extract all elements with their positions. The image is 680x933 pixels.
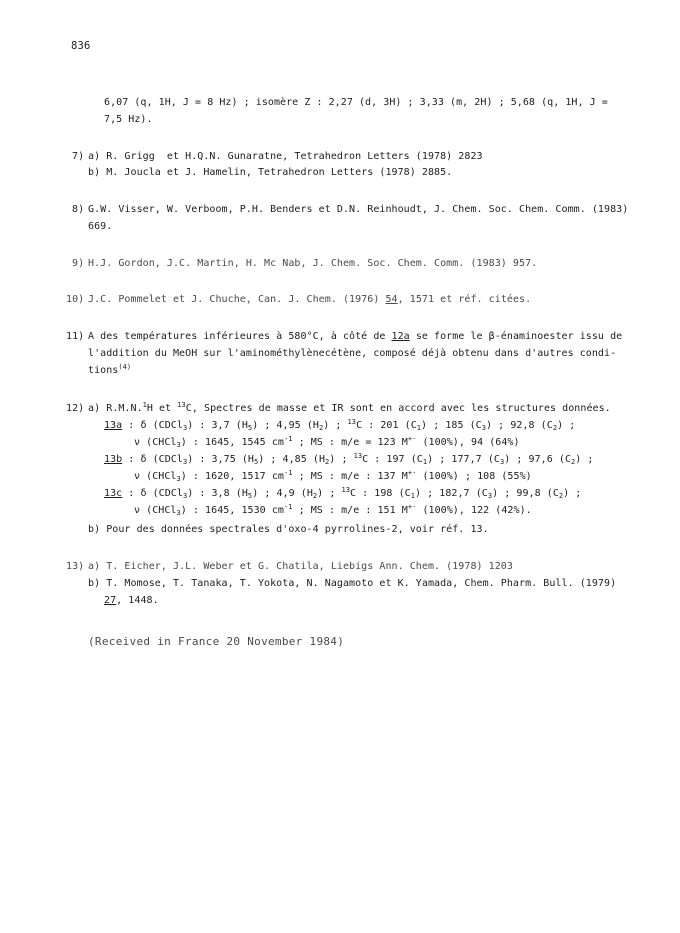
t: ) : 3,7 (H	[187, 420, 248, 431]
ref-13b-line-1: b) T. Momose, T. Tanaka, T. Yokota, N. Nagamoto et K. Yamada, Chem. Pharm. Bull. (1979)	[88, 578, 617, 589]
s: 13	[347, 418, 357, 426]
ref-11-citation: (4)	[118, 363, 132, 371]
s: +·	[407, 469, 417, 477]
s: 5	[247, 424, 253, 432]
t: C : 198 (C	[350, 488, 411, 499]
s: -1	[283, 435, 293, 443]
s: 2	[318, 424, 324, 432]
t: ) ; 182,7 (C	[414, 488, 488, 499]
ref-13b-pages: , 1448.	[116, 595, 159, 606]
t: ) ;	[563, 488, 582, 499]
t: ; MS : m/e : 151 M	[292, 505, 408, 516]
note-continuation-line-1: 6,07 (q, 1H, J = 8 Hz) ; isomère Z : 2,27 (d, 3H) ; 3,33 (m, 2H) ; 5,68 (q, 1H, J =	[104, 97, 608, 108]
t: : δ (CDCl	[128, 488, 183, 499]
t: ) ; 177,7 (C	[427, 454, 500, 465]
ref-10-number: 10)	[66, 294, 85, 305]
ref-12a-text-2: H et	[146, 403, 178, 414]
t: ) : 3,75 (H	[187, 454, 254, 465]
ref-7b: b) M. Joucla et J. Hamelin, Tetrahedron Letters (1978) 2885.	[88, 167, 453, 178]
s: 1	[422, 458, 428, 466]
t: ) ; 4,95 (H	[252, 420, 319, 431]
t: ) ; 99,8 (C	[492, 488, 559, 499]
s: 3	[182, 458, 188, 466]
t: ) : 1645, 1545 cm	[180, 437, 284, 448]
t: ) ; 4,85 (H	[258, 454, 326, 465]
ref-12b: b) Pour des données spectrales d'oxo-4 pyrrolines-2, voir réf. 13.	[88, 524, 489, 535]
t: ) ;	[317, 488, 342, 499]
t: ν (CHCl	[134, 437, 177, 448]
ref-7a: a) R. Grigg et H.Q.N. Gunaratne, Tetrahedron Letters (1978) 2823	[88, 151, 483, 162]
t: (100%) ; 108 (55%)	[416, 471, 532, 482]
s: 3	[176, 475, 181, 483]
ref-12a-sup-2: 13	[177, 401, 186, 409]
ref-10-text: J.C. Pommelet et J. Chuche, Can. J. Chem. (1976)	[88, 294, 386, 305]
s: +·	[407, 503, 417, 511]
t: ) ;	[557, 420, 576, 431]
s: 2	[558, 492, 564, 500]
ref-10-pages: , 1571 et réf. citées.	[397, 294, 532, 305]
t: ) : 3,8 (H	[187, 488, 248, 499]
t: ) : 1645, 1530 cm	[180, 505, 284, 516]
ref-11-text-b: se forme le β-énaminoester issu de	[409, 331, 623, 342]
s: 2	[325, 458, 330, 466]
s: 13	[341, 486, 350, 494]
received-note: (Received in France 20 November 1984)	[88, 635, 345, 648]
compound-13c-nmr	[104, 487, 581, 501]
t: ) ; 97,6 (C	[504, 454, 572, 465]
ref-10-line-1	[88, 293, 531, 307]
ref-11-number: 11)	[66, 331, 85, 342]
s: 2	[552, 424, 558, 432]
s: 3	[182, 424, 188, 432]
t: ; MS : m/e = 123 M	[292, 437, 408, 448]
ref-11-text-c: tions	[88, 365, 119, 376]
s: 3	[176, 509, 181, 517]
ref-8-line-2: 669.	[88, 221, 113, 232]
t: C : 201 (C	[356, 420, 417, 431]
s: 1	[416, 424, 422, 432]
ref-13-number: 13)	[66, 561, 85, 572]
s: 3	[182, 492, 188, 500]
ref-12-number: 12)	[66, 403, 85, 414]
t: ; MS : m/e : 137 M	[292, 471, 408, 482]
t: ν (CHCl	[134, 505, 177, 516]
t: C : 197 (C	[362, 454, 423, 465]
s: 3	[499, 458, 505, 466]
ref-10-volume: 54	[385, 294, 398, 305]
compound-13a-label: 13a	[104, 420, 123, 431]
t: ) : 1620, 1517 cm	[180, 471, 284, 482]
ref-11-text-a: A des températures inférieures à 580°C, à côté de	[88, 331, 392, 342]
s: 1	[410, 492, 415, 500]
t: (100%), 122 (42%).	[416, 505, 532, 516]
s: 5	[247, 492, 253, 500]
ref-12a-text-3: C, Spectres de masse et IR sont en accord avec les structures données.	[185, 403, 611, 414]
t: : δ (CDCl	[128, 454, 183, 465]
t: ) ; 4,9 (H	[252, 488, 313, 499]
compound-13b-label: 13b	[104, 454, 123, 465]
ref-13b-line-2	[104, 594, 159, 608]
s: 2	[571, 458, 576, 466]
compound-13b-ir-ms	[134, 470, 532, 484]
ref-8-line-1: G.W. Visser, W. Verboom, P.H. Benders et D.N. Reinhoudt, J. Chem. Soc. Chem. Comm. (1983)	[88, 204, 629, 215]
s: 3	[481, 424, 487, 432]
ref-7-number: 7)	[72, 151, 85, 162]
ref-13b-volume: 27	[104, 595, 117, 606]
page-number: 836	[71, 40, 91, 52]
compound-13a-ir-ms	[134, 436, 520, 450]
ref-11-line-3	[88, 364, 131, 378]
ref-9-line-1: H.J. Gordon, J.C. Martin, H. Mc Nab, J. Chem. Soc. Chem. Comm. (1983) 957.	[88, 258, 538, 269]
t: (100%), 94 (64%)	[416, 437, 520, 448]
s: +·	[407, 435, 417, 443]
ref-12a	[88, 402, 611, 416]
ref-8-number: 8)	[72, 204, 85, 215]
ref-11-compound: 12a	[391, 331, 410, 342]
t: : δ (CDCl	[128, 420, 183, 431]
s: 2	[312, 492, 318, 500]
t: ) ;	[323, 420, 348, 431]
ref-11-line-1	[88, 330, 622, 344]
t: ) ;	[575, 454, 594, 465]
ref-9-number: 9)	[72, 258, 85, 269]
compound-13c-label: 13c	[104, 488, 123, 499]
s: 3	[176, 441, 181, 449]
t: ν (CHCl	[134, 471, 177, 482]
t: ) ; 92,8 (C	[486, 420, 553, 431]
s: -1	[283, 503, 293, 511]
ref-11-line-2: l'addition du MeOH sur l'aminométhylènecétène, composé déjà obtenu dans d'autres condi-	[88, 348, 617, 359]
s: 3	[487, 492, 493, 500]
ref-12a-text-1: a) R.M.N.	[88, 403, 143, 414]
t: ) ; 185 (C	[421, 420, 482, 431]
s: 5	[253, 458, 259, 466]
compound-13a-nmr	[104, 419, 575, 433]
note-continuation-line-2: 7,5 Hz).	[104, 114, 153, 125]
ref-12a-sup-1: 1	[142, 401, 147, 409]
compound-13c-ir-ms	[134, 504, 532, 518]
compound-13b-nmr	[104, 453, 594, 467]
ref-13a: a) T. Eicher, J.L. Weber et G. Chatila, Liebigs Ann. Chem. (1978) 1203	[88, 561, 513, 572]
s: -1	[283, 469, 293, 477]
t: ) ;	[329, 454, 354, 465]
s: 13	[353, 452, 363, 460]
